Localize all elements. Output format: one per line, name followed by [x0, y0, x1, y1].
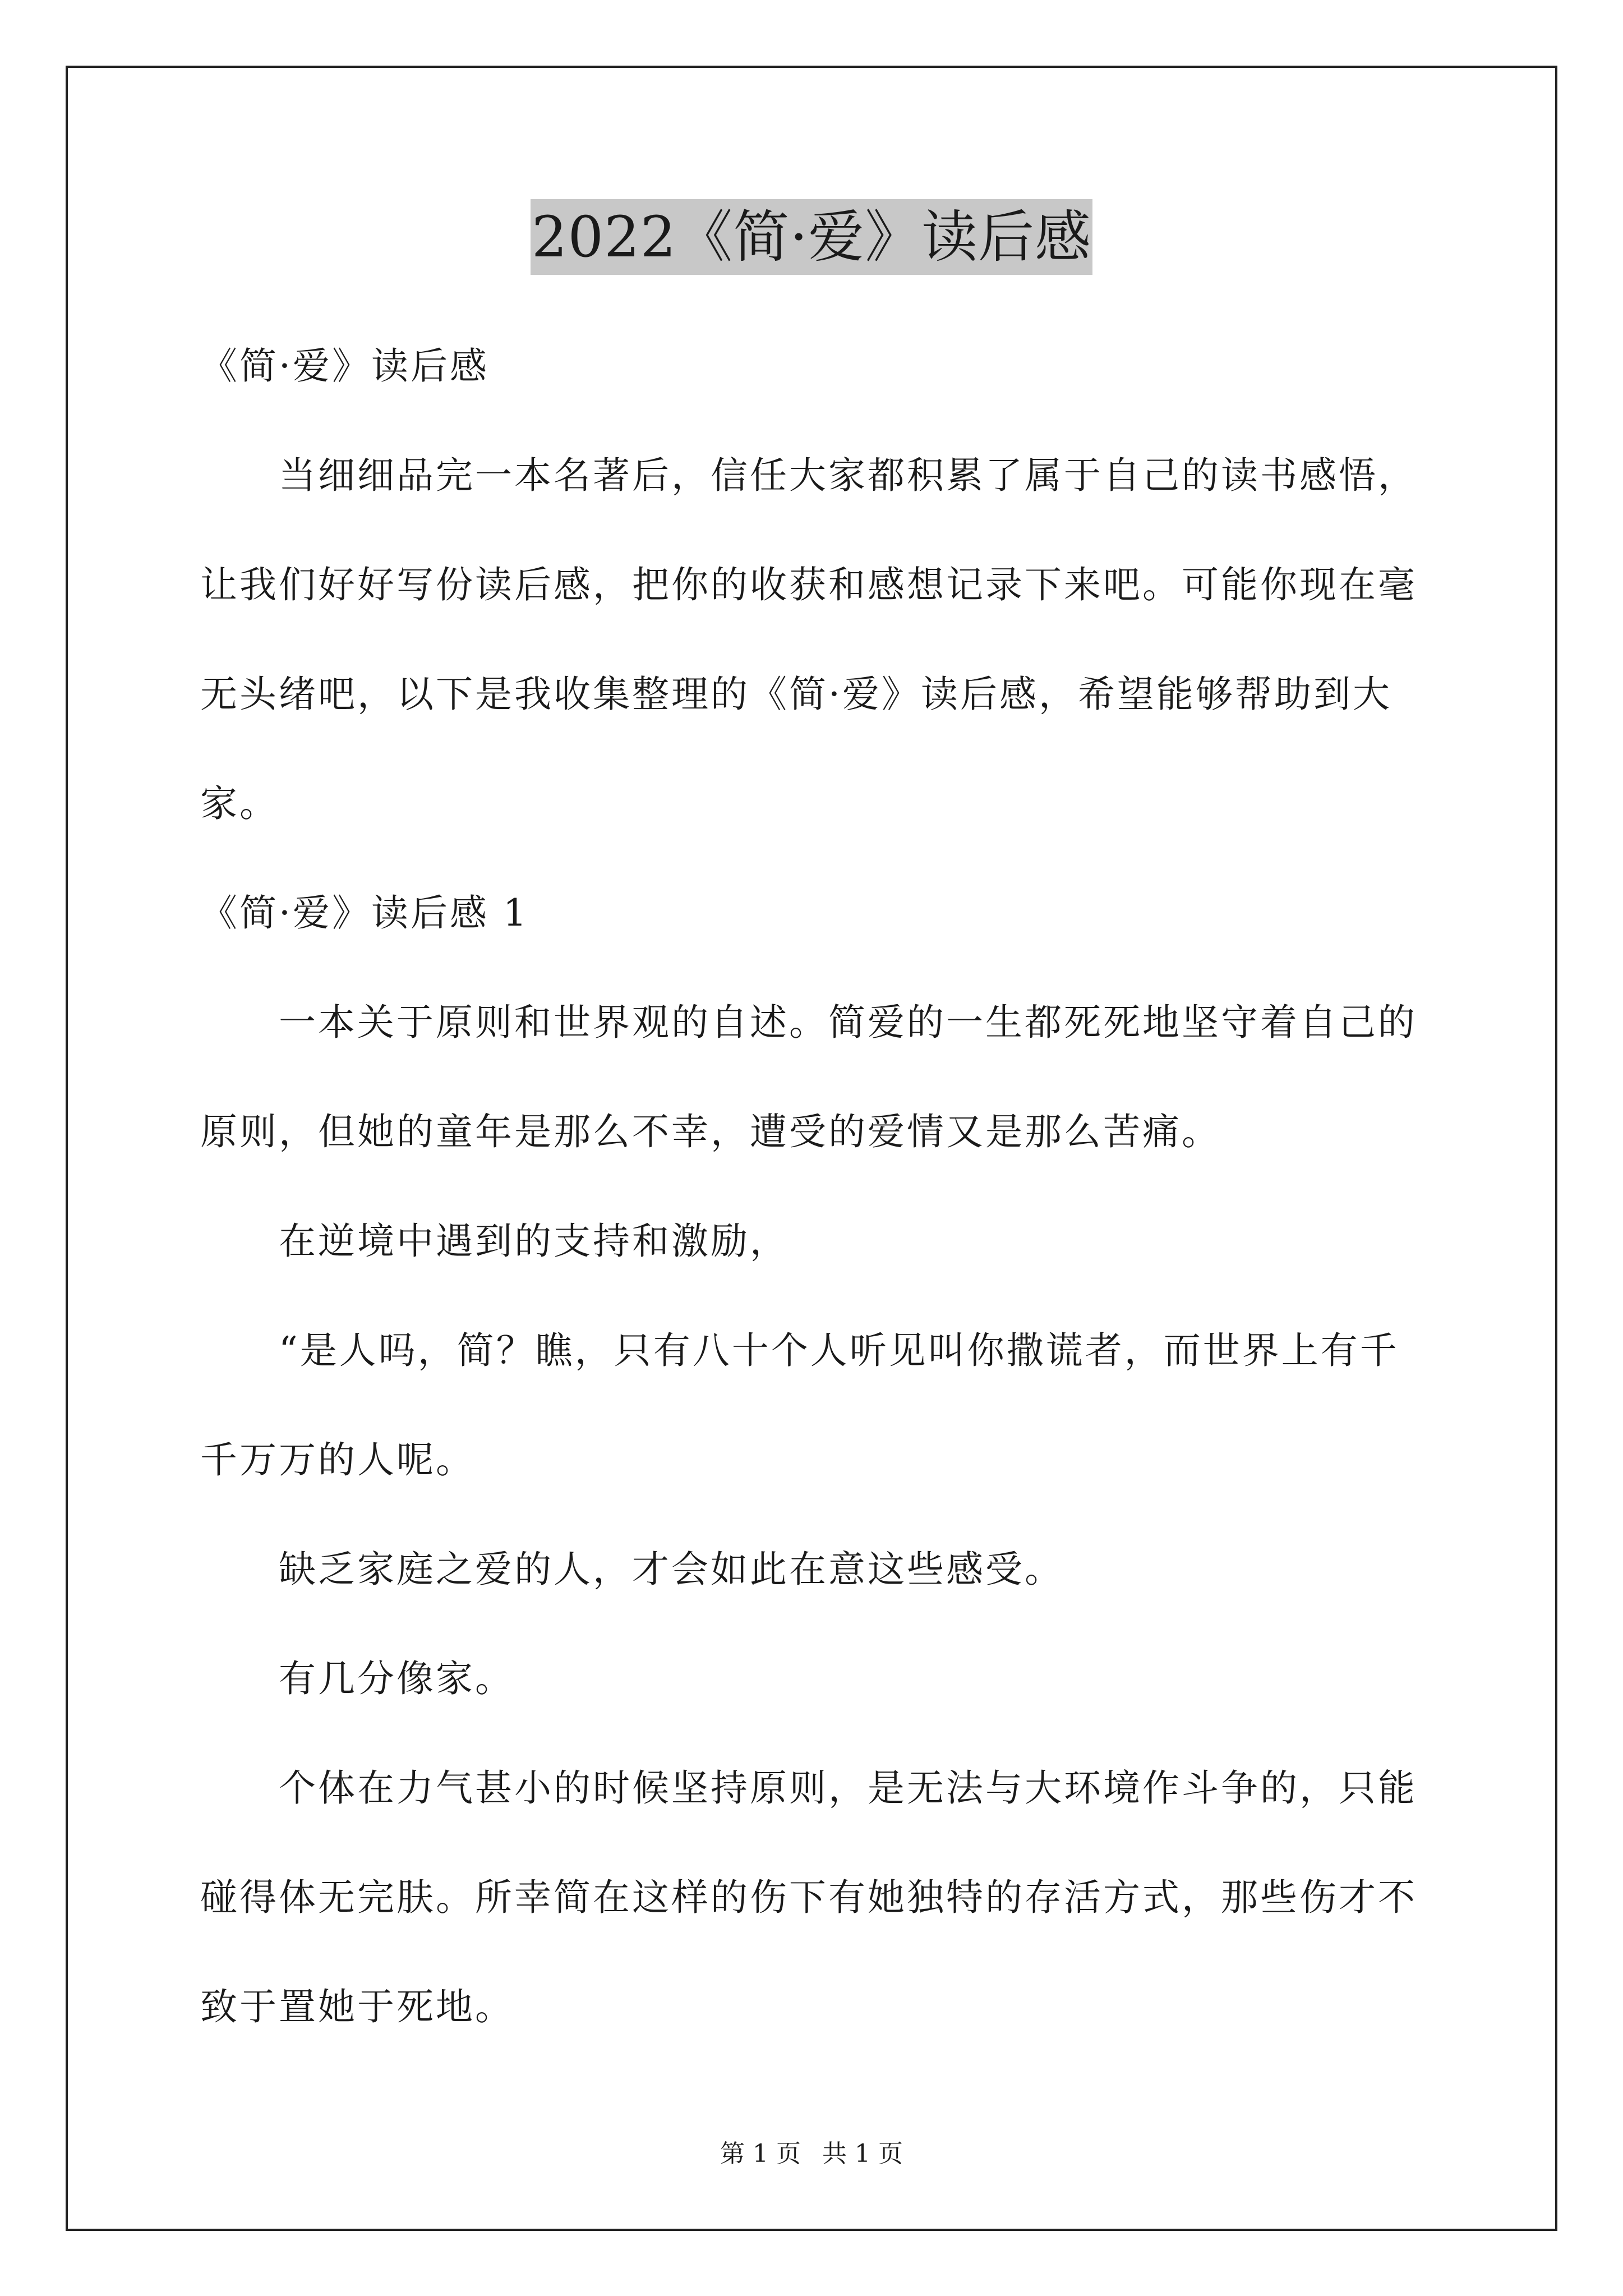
body-paragraph: 在逆境中遇到的支持和激励，: [279, 1220, 789, 1263]
document-body: [200, 311, 1434, 2062]
page-number: 第 1 页: [720, 2139, 801, 2168]
body-paragraph: 缺乏家庭之爱的人，才会如此在意这些感受。: [279, 1548, 1064, 1591]
section-heading: 《简·爱》读后感: [200, 344, 489, 388]
page-total: 共 1 页: [822, 2139, 903, 2168]
page-footer: [0, 2137, 1623, 2171]
body-paragraph: “是人吗，简？瞧，只有八十个人听见叫你撒谎者，而世界上有千千万万的人呢。: [200, 1329, 1399, 1481]
section-heading: 《简·爱》读后感 1: [200, 891, 529, 935]
intro-paragraph: 当细细品完一本名著后，信任大家都积累了属于自己的读书感悟，让我们好好写份读后感，把你的收获和感想记录下来吧。可能你现在毫无头绪吧，以下是我收集整理的《简·爱》读后感，希望能够帮助到大家。: [200, 454, 1417, 825]
body-paragraph: 有几分像家。: [279, 1657, 514, 1700]
title-container: [0, 199, 1623, 275]
document-title: 2022《简·爱》读后感: [531, 199, 1092, 275]
body-paragraph: 个体在力气甚小的时候坚持原则，是无法与大环境作斗争的，只能碰得体无完肤。所幸简在这样的伤下有她独特的存活方式，那些伤才不致于置她于死地。: [200, 1766, 1417, 2028]
body-paragraph: 一本关于原则和世界观的自述。简爱的一生都死死地坚守着自己的原则，但她的童年是那么不幸，遭受的爱情又是那么苦痛。: [200, 1001, 1417, 1153]
